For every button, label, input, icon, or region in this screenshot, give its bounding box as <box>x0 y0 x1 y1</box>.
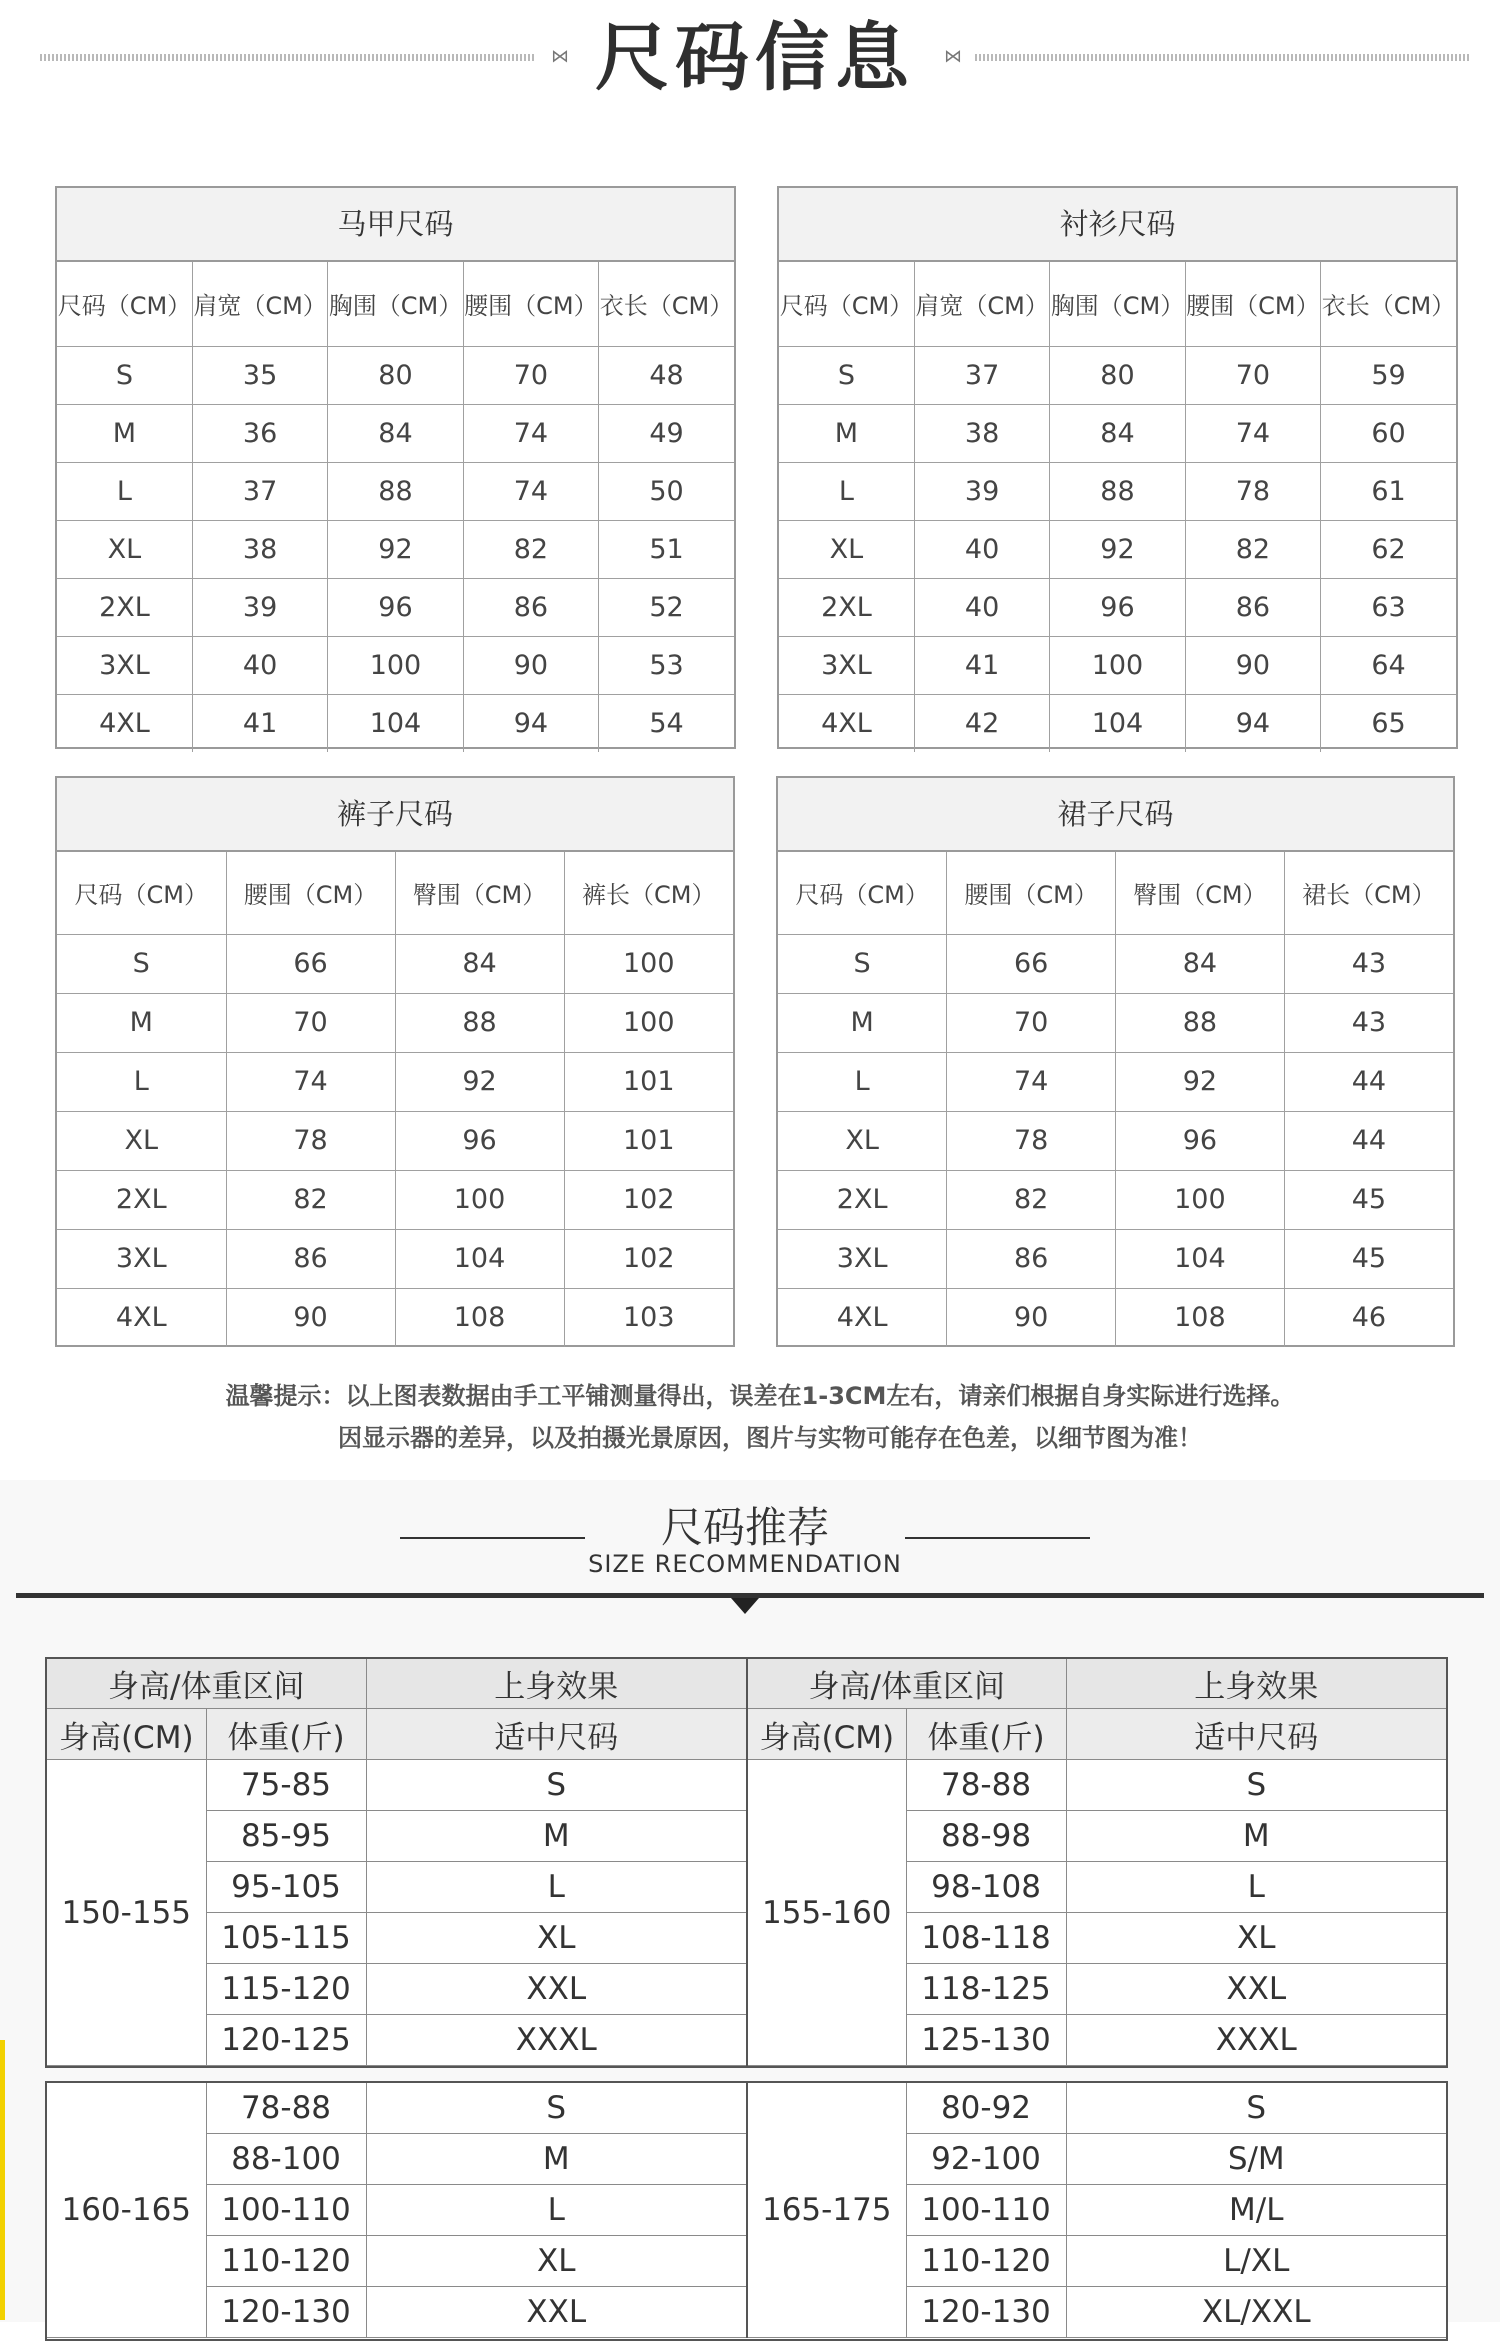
weight-range: 85-95 <box>206 1811 366 1862</box>
measurement-cell: 100 <box>1050 636 1185 694</box>
table-header-row <box>778 852 1453 934</box>
measurement-cell: 40 <box>914 578 1049 636</box>
weight-range: 120-130 <box>906 2287 1066 2338</box>
size-label: S <box>57 934 226 993</box>
table-row <box>57 694 734 752</box>
measurement-cell: 74 <box>1185 404 1320 462</box>
weight-range: 120-125 <box>206 2015 366 2066</box>
recommendation-grid <box>47 2083 1446 2338</box>
table-row <box>57 462 734 520</box>
recommended-size: XXL <box>1066 1964 1446 2015</box>
measurement-cell: 100 <box>1116 1170 1285 1229</box>
sub-header: 身高(CM) <box>47 1709 206 1760</box>
table-header-row <box>57 852 733 934</box>
table-header-row <box>57 262 734 346</box>
size-label: M <box>778 993 947 1052</box>
sub-header: 体重(斤) <box>206 1709 366 1760</box>
measurement-cell: 59 <box>1321 346 1456 404</box>
measurement-cell: 54 <box>599 694 734 752</box>
measurement-cell: 78 <box>226 1111 395 1170</box>
measurement-cell: 92 <box>395 1052 564 1111</box>
measurement-cell: 104 <box>1116 1229 1285 1288</box>
recommendation-row <box>47 2236 1446 2287</box>
measurement-cell: 86 <box>226 1229 395 1288</box>
table-row <box>778 1052 1453 1111</box>
weight-range: 125-130 <box>906 2015 1066 2066</box>
size-label: XL <box>57 520 192 578</box>
skirt-size-table <box>776 776 1455 1347</box>
size-label: XL <box>778 1111 947 1170</box>
measurement-cell: 50 <box>599 462 734 520</box>
weight-range: 118-125 <box>906 1964 1066 2015</box>
column-header: 腰围（CM） <box>226 852 395 934</box>
measurement-cell: 78 <box>947 1111 1116 1170</box>
measurement-cell: 92 <box>1116 1052 1285 1111</box>
section-title: 尺码推荐 <box>660 1503 829 1552</box>
height-range: 155-160 <box>747 1760 906 2066</box>
measurement-cell: 62 <box>1321 520 1456 578</box>
vest-size-table <box>55 186 736 749</box>
measurement-cell: 74 <box>463 404 598 462</box>
recommended-size: XXL <box>366 2287 747 2338</box>
measurement-cell: 74 <box>226 1052 395 1111</box>
recommendation-table <box>45 1657 1448 2068</box>
table-row <box>778 993 1453 1052</box>
table-row <box>57 578 734 636</box>
measurement-cell: 66 <box>226 934 395 993</box>
size-label: 4XL <box>778 1288 947 1347</box>
size-label: S <box>57 346 192 404</box>
group-header: 上身效果 <box>1066 1659 1446 1709</box>
measurement-cell: 37 <box>914 346 1049 404</box>
table-title: 马甲尺码 <box>57 188 734 262</box>
measurement-cell: 63 <box>1321 578 1456 636</box>
table-row <box>57 346 734 404</box>
measurement-cell: 39 <box>192 578 327 636</box>
measurement-cell: 101 <box>564 1111 733 1170</box>
weight-range: 115-120 <box>206 1964 366 2015</box>
weight-range: 110-120 <box>206 2236 366 2287</box>
column-header: 衣长（CM） <box>1321 262 1456 346</box>
recommendation-row <box>47 1964 1446 2015</box>
measurement-cell: 101 <box>564 1052 733 1111</box>
measurement-cell: 104 <box>328 694 463 752</box>
pants-size-table <box>55 776 735 1347</box>
arrow-down-icon <box>731 1598 759 1614</box>
table-row <box>778 1170 1453 1229</box>
table-title: 裙子尺码 <box>778 778 1453 852</box>
measurement-cell: 43 <box>1284 993 1453 1052</box>
measurement-cell: 36 <box>192 404 327 462</box>
group-header: 身高/体重区间 <box>747 1659 1066 1709</box>
size-label: 2XL <box>778 1170 947 1229</box>
table-row <box>779 462 1456 520</box>
measurement-cell: 80 <box>328 346 463 404</box>
measurement-cell: 84 <box>1050 404 1185 462</box>
measurement-cell: 44 <box>1284 1052 1453 1111</box>
measurement-cell: 90 <box>226 1288 395 1347</box>
column-header: 臀围（CM） <box>1116 852 1285 934</box>
measurement-cell: 38 <box>192 520 327 578</box>
size-label: 3XL <box>779 636 914 694</box>
table-row <box>779 520 1456 578</box>
recommended-size: S <box>366 2083 747 2134</box>
size-label: L <box>57 462 192 520</box>
table-row <box>57 1229 733 1288</box>
size-grid <box>778 852 1453 1347</box>
table-row <box>57 934 733 993</box>
size-label: L <box>778 1052 947 1111</box>
recommended-size: XL <box>366 2236 747 2287</box>
size-grid <box>779 262 1456 752</box>
table-title: 裤子尺码 <box>57 778 733 852</box>
measurement-cell: 38 <box>914 404 1049 462</box>
measurement-cell: 82 <box>1185 520 1320 578</box>
table-row <box>778 934 1453 993</box>
recommended-size: XL <box>1066 1913 1446 1964</box>
table-row <box>779 404 1456 462</box>
weight-range: 75-85 <box>206 1760 366 1811</box>
measurement-cell: 108 <box>1116 1288 1285 1347</box>
table-row <box>57 993 733 1052</box>
measurement-cell: 51 <box>599 520 734 578</box>
size-label: 4XL <box>57 1288 226 1347</box>
measurement-cell: 103 <box>564 1288 733 1347</box>
size-label: 2XL <box>57 1170 226 1229</box>
column-header: 尺码（CM） <box>778 852 947 934</box>
measurement-cell: 80 <box>1050 346 1185 404</box>
measurement-cell: 78 <box>1185 462 1320 520</box>
recommendation-row <box>47 2083 1446 2134</box>
column-header: 尺码（CM） <box>57 262 192 346</box>
measurement-cell: 70 <box>1185 346 1320 404</box>
measurement-cell: 41 <box>914 636 1049 694</box>
size-grid <box>57 262 734 752</box>
height-range: 150-155 <box>47 1760 206 2066</box>
weight-range: 100-110 <box>906 2185 1066 2236</box>
measurement-cell: 100 <box>564 993 733 1052</box>
recommended-size: L <box>1066 1862 1446 1913</box>
measurement-cell: 39 <box>914 462 1049 520</box>
weight-range: 108-118 <box>906 1913 1066 1964</box>
measurement-cell: 84 <box>1116 934 1285 993</box>
group-header: 身高/体重区间 <box>47 1659 366 1709</box>
size-label: 3XL <box>57 636 192 694</box>
measurement-cell: 74 <box>947 1052 1116 1111</box>
measurement-cell: 90 <box>947 1288 1116 1347</box>
bow-icon: ⋈ <box>944 46 962 67</box>
recommendation-row <box>47 1862 1446 1913</box>
recommended-size: M <box>1066 1811 1446 1862</box>
size-label: 3XL <box>57 1229 226 1288</box>
measurement-cell: 86 <box>947 1229 1116 1288</box>
page-header <box>0 0 1500 120</box>
measurement-cell: 90 <box>463 636 598 694</box>
measurement-cell: 88 <box>1116 993 1285 1052</box>
weight-range: 105-115 <box>206 1913 366 1964</box>
recommended-size: M <box>366 2134 747 2185</box>
measurement-cell: 102 <box>564 1170 733 1229</box>
size-label: S <box>779 346 914 404</box>
column-header: 尺码（CM） <box>779 262 914 346</box>
measurement-cell: 88 <box>328 462 463 520</box>
section-subtitle: SIZE RECOMMENDATION <box>588 1550 902 1578</box>
measurement-cell: 96 <box>395 1111 564 1170</box>
recommendation-row <box>47 2287 1446 2338</box>
measurement-cell: 35 <box>192 346 327 404</box>
divider <box>905 1537 1090 1539</box>
group-header: 上身效果 <box>366 1659 747 1709</box>
size-label: M <box>57 993 226 1052</box>
weight-range: 100-110 <box>206 2185 366 2236</box>
recommendation-row <box>47 2015 1446 2066</box>
size-label: XL <box>779 520 914 578</box>
weight-range: 120-130 <box>206 2287 366 2338</box>
measurement-cell: 74 <box>463 462 598 520</box>
sub-header: 体重(斤) <box>906 1709 1066 1760</box>
weight-range: 88-98 <box>906 1811 1066 1862</box>
measurement-cell: 86 <box>463 578 598 636</box>
weight-range: 110-120 <box>906 2236 1066 2287</box>
recommendation-row <box>47 2185 1446 2236</box>
recommendation-row <box>47 1811 1446 1862</box>
measurement-cell: 70 <box>226 993 395 1052</box>
measurement-cell: 100 <box>564 934 733 993</box>
measurement-cell: 94 <box>1185 694 1320 752</box>
recommendation-row <box>47 1913 1446 1964</box>
size-label: M <box>779 404 914 462</box>
measurement-cell: 46 <box>1284 1288 1453 1347</box>
measurement-cell: 96 <box>1116 1111 1285 1170</box>
column-header: 裤长（CM） <box>564 852 733 934</box>
measurement-cell: 92 <box>328 520 463 578</box>
table-row <box>57 1111 733 1170</box>
measurement-cell: 43 <box>1284 934 1453 993</box>
measurement-cell: 40 <box>192 636 327 694</box>
edge-accent <box>0 2040 5 2320</box>
measurement-cell: 100 <box>395 1170 564 1229</box>
measurement-cell: 84 <box>395 934 564 993</box>
table-row <box>778 1111 1453 1170</box>
measurement-cell: 66 <box>947 934 1116 993</box>
column-header: 肩宽（CM） <box>914 262 1049 346</box>
size-label: 4XL <box>779 694 914 752</box>
measurement-cell: 41 <box>192 694 327 752</box>
column-header: 肩宽（CM） <box>192 262 327 346</box>
measurement-cell: 53 <box>599 636 734 694</box>
table-row <box>778 1229 1453 1288</box>
measurement-cell: 100 <box>328 636 463 694</box>
recommended-size: XL <box>366 1913 747 1964</box>
size-label: 2XL <box>779 578 914 636</box>
recommendation-row <box>47 1760 1446 1811</box>
measurement-cell: 61 <box>1321 462 1456 520</box>
height-range: 165-175 <box>747 2083 906 2338</box>
column-header: 腰围（CM） <box>1185 262 1320 346</box>
measurement-cell: 96 <box>328 578 463 636</box>
size-label: L <box>57 1052 226 1111</box>
recommended-size: M/L <box>1066 2185 1446 2236</box>
column-header: 衣长（CM） <box>599 262 734 346</box>
size-grid <box>57 852 733 1347</box>
sub-header: 适中尺码 <box>366 1709 747 1760</box>
shirt-size-table <box>777 186 1458 749</box>
column-header: 尺码（CM） <box>57 852 226 934</box>
measurement-cell: 37 <box>192 462 327 520</box>
sub-header: 身高(CM) <box>747 1709 906 1760</box>
measurement-cell: 44 <box>1284 1111 1453 1170</box>
size-label: 3XL <box>778 1229 947 1288</box>
table-row <box>779 578 1456 636</box>
column-header: 腰围（CM） <box>463 262 598 346</box>
weight-range: 92-100 <box>906 2134 1066 2185</box>
recommended-size: XL/XXL <box>1066 2287 1446 2338</box>
table-row <box>57 636 734 694</box>
measurement-cell: 104 <box>395 1229 564 1288</box>
measurement-cell: 70 <box>947 993 1116 1052</box>
table-row <box>57 1288 733 1347</box>
size-label: 2XL <box>57 578 192 636</box>
size-label: XL <box>57 1111 226 1170</box>
measurement-cell: 49 <box>599 404 734 462</box>
weight-range: 78-88 <box>206 2083 366 2134</box>
weight-range: 80-92 <box>906 2083 1066 2134</box>
note-line: 温馨提示：以上图表数据由手工平铺测量得出，误差在1-3CM左右，请亲们根据自身实际进行选择。 <box>225 1382 1295 1410</box>
measurement-cell: 82 <box>463 520 598 578</box>
recommended-size: XXXL <box>366 2015 747 2066</box>
sub-header: 适中尺码 <box>1066 1709 1446 1760</box>
measurement-cell: 52 <box>599 578 734 636</box>
recommended-size: S/M <box>1066 2134 1446 2185</box>
weight-range: 88-100 <box>206 2134 366 2185</box>
measurement-cell: 45 <box>1284 1229 1453 1288</box>
measurement-cell: 42 <box>914 694 1049 752</box>
size-label: 4XL <box>57 694 192 752</box>
bow-icon: ⋈ <box>551 46 569 67</box>
measurement-cell: 96 <box>1050 578 1185 636</box>
measurement-cell: 88 <box>395 993 564 1052</box>
recommended-size: S <box>1066 2083 1446 2134</box>
measurement-cell: 60 <box>1321 404 1456 462</box>
column-header: 胸围（CM） <box>328 262 463 346</box>
measurement-cell: 64 <box>1321 636 1456 694</box>
weight-range: 95-105 <box>206 1862 366 1913</box>
table-title: 衬衫尺码 <box>779 188 1456 262</box>
header-rule-left <box>40 54 535 61</box>
header-rule-right <box>975 54 1470 61</box>
measurement-cell: 86 <box>1185 578 1320 636</box>
measurement-cell: 82 <box>226 1170 395 1229</box>
recommended-size: L <box>366 2185 747 2236</box>
table-header-row <box>779 262 1456 346</box>
column-header: 裙长（CM） <box>1284 852 1453 934</box>
measurement-cell: 94 <box>463 694 598 752</box>
page-title: 尺码信息 <box>595 15 915 101</box>
column-header: 胸围（CM） <box>1050 262 1185 346</box>
weight-range: 98-108 <box>906 1862 1066 1913</box>
table-row <box>57 1170 733 1229</box>
size-label: M <box>57 404 192 462</box>
measurement-cell: 45 <box>1284 1170 1453 1229</box>
measurement-cell: 40 <box>914 520 1049 578</box>
table-row <box>779 636 1456 694</box>
recommendation-table <box>45 2081 1448 2341</box>
measurement-cell: 82 <box>947 1170 1116 1229</box>
recommended-size: M <box>366 1811 747 1862</box>
note-line: 因显示器的差异，以及拍摄光景原因，图片与实物可能存在色差，以细节图为准！ <box>338 1424 1202 1452</box>
measurement-cell: 104 <box>1050 694 1185 752</box>
table-row <box>779 694 1456 752</box>
weight-range: 78-88 <box>906 1760 1066 1811</box>
measurement-cell: 65 <box>1321 694 1456 752</box>
column-header: 臀围（CM） <box>395 852 564 934</box>
table-row <box>779 346 1456 404</box>
column-header: 腰围（CM） <box>947 852 1116 934</box>
measurement-cell: 48 <box>599 346 734 404</box>
recommendation-grid <box>47 1659 1446 2066</box>
table-row <box>57 520 734 578</box>
table-row <box>57 404 734 462</box>
measurement-notes <box>0 1375 1500 1459</box>
recommendation-row <box>47 2134 1446 2185</box>
measurement-cell: 102 <box>564 1229 733 1288</box>
recommended-size: S <box>1066 1760 1446 1811</box>
measurement-cell: 84 <box>328 404 463 462</box>
measurement-cell: 70 <box>463 346 598 404</box>
size-label: L <box>779 462 914 520</box>
divider <box>400 1537 585 1539</box>
recommended-size: L/XL <box>1066 2236 1446 2287</box>
recommended-size: XXL <box>366 1964 747 2015</box>
measurement-cell: 92 <box>1050 520 1185 578</box>
recommended-size: XXXL <box>1066 2015 1446 2066</box>
measurement-cell: 88 <box>1050 462 1185 520</box>
height-range: 160-165 <box>47 2083 206 2338</box>
table-row <box>57 1052 733 1111</box>
measurement-cell: 90 <box>1185 636 1320 694</box>
measurement-cell: 108 <box>395 1288 564 1347</box>
size-label: S <box>778 934 947 993</box>
recommended-size: S <box>366 1760 747 1811</box>
recommended-size: L <box>366 1862 747 1913</box>
table-row <box>778 1288 1453 1347</box>
